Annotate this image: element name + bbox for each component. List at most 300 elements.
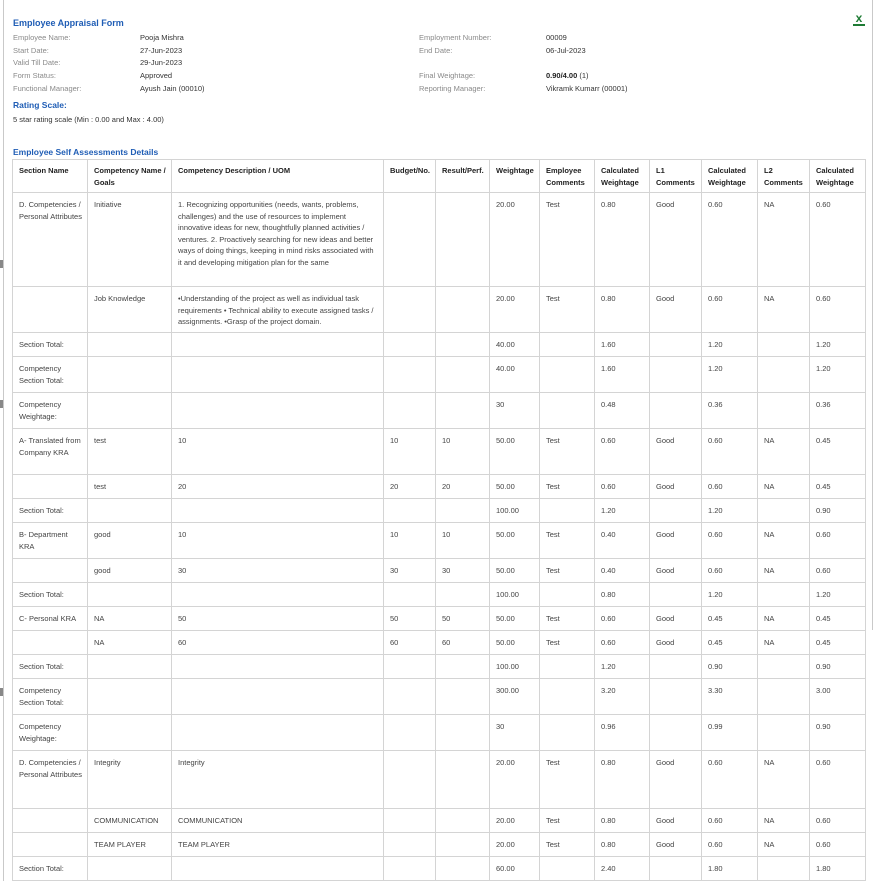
info-value: 27-Jun-2023 [140,45,183,55]
table-cell [384,751,436,809]
table-cell: 50.00 [490,429,540,475]
final-weightage-value: 0.90/4.00 [546,71,578,81]
table-cell [172,583,384,607]
table-cell: 50 [384,607,436,631]
table-cell [650,357,702,393]
table-cell: 30 [436,559,490,583]
table-cell [650,583,702,607]
table-cell: 1.20 [702,499,758,523]
table-cell: Test [540,631,595,655]
table-cell [384,857,436,881]
info-value: Pooja Mishra [140,33,184,42]
table-cell: 1.20 [595,655,650,679]
info-label: Start Date: [13,45,49,55]
info-value: Ayush Jain (00010) [140,83,205,93]
table-cell: 0.80 [595,583,650,607]
table-row [13,193,866,287]
table-cell: 1.60 [595,357,650,393]
info-row [13,45,853,58]
table-cell: NA [758,193,810,287]
table-cell: Test [540,559,595,583]
table-cell [436,833,490,857]
table-cell: 1.20 [702,583,758,607]
table-cell: 60.00 [490,857,540,881]
table-cell: Test [540,475,595,499]
table-cell: Good [650,809,702,833]
table-cell: 1.20 [595,499,650,523]
table-cell [650,715,702,751]
table-cell: test [88,429,172,475]
table-cell [540,679,595,715]
table-cell: 0.96 [595,715,650,751]
table-cell: 1.80 [702,857,758,881]
table-row [13,429,866,475]
table-cell: 20.00 [490,809,540,833]
table-cell: Section Total: [13,499,88,523]
info-label: End Date: [419,45,453,55]
table-cell [650,333,702,357]
table-cell [436,393,490,429]
table-cell [172,333,384,357]
table-cell: 0.90 [810,715,866,751]
table-cell: NA [758,833,810,857]
table-cell: 0.60 [810,287,866,333]
table-cell: Good [650,287,702,333]
table-cell: Test [540,809,595,833]
edge-marker [0,688,3,696]
table-cell: D. Competencies / Personal Attributes [13,751,88,809]
table-cell: test [88,475,172,499]
table-cell: NA [758,523,810,559]
table-cell: TEAM PLAYER [172,833,384,857]
table-cell: •Understanding of the project as well as individual task requirements • Technical ability to execute assigned tasks / assignments. •Grasp of the project domain. [172,287,384,333]
table-cell: 10 [384,429,436,475]
table-cell [384,679,436,715]
table-cell: 0.45 [810,607,866,631]
table-cell: 0.80 [595,193,650,287]
column-header: Result/Perf. [436,160,490,193]
table-cell [758,679,810,715]
table-cell: 40.00 [490,357,540,393]
table-cell [540,333,595,357]
table-cell: 0.40 [595,523,650,559]
table-cell [540,499,595,523]
table-cell [172,655,384,679]
table-cell [758,857,810,881]
table-cell [88,499,172,523]
table-cell: 50.00 [490,607,540,631]
table-cell: 10 [384,523,436,559]
table-cell: good [88,523,172,559]
table-cell: 20.00 [490,751,540,809]
table-cell [172,679,384,715]
table-cell [758,333,810,357]
info-label: Valid Till Date: [13,58,61,68]
table-cell: 0.60 [595,429,650,475]
table-cell [172,715,384,751]
table-cell: 0.60 [810,559,866,583]
table-cell: 0.45 [702,631,758,655]
table-cell [384,357,436,393]
table-row [13,857,866,881]
table-cell: NA [758,429,810,475]
table-cell: 30 [172,559,384,583]
table-cell [758,393,810,429]
table-row [13,333,866,357]
table-row [13,631,866,655]
table-cell: 0.80 [595,287,650,333]
table-cell: 0.60 [595,631,650,655]
table-cell: Test [540,193,595,287]
table-row [13,751,866,809]
table-cell: C- Personal KRA [13,607,88,631]
table-cell: 0.36 [702,393,758,429]
table-cell [384,333,436,357]
table-cell [650,393,702,429]
table-cell: Competency Weightage: [13,715,88,751]
form-title: Employee Appraisal Form [13,18,124,28]
table-cell: Good [650,475,702,499]
excel-icon[interactable]: x [853,12,865,26]
table-cell [436,193,490,287]
table-cell: D. Competencies / Personal Attributes [13,193,88,287]
table-cell: B- Department KRA [13,523,88,559]
table-cell: 1.20 [810,333,866,357]
table-cell: 60 [384,631,436,655]
info-label: Functional Manager: [13,83,82,93]
table-cell: Section Total: [13,857,88,881]
edge-marker [0,400,3,408]
column-header: Budget/No. [384,160,436,193]
table-cell [384,583,436,607]
table-cell: NA [88,607,172,631]
table-cell [540,357,595,393]
table-cell: 20 [384,475,436,499]
table-cell: NA [758,607,810,631]
window-right-border [872,0,873,630]
table-cell: TEAM PLAYER [88,833,172,857]
table-cell: COMMUNICATION [172,809,384,833]
table-cell: 1.60 [595,333,650,357]
table-cell: good [88,559,172,583]
table-row [13,679,866,715]
table-cell: 1. Recognizing opportunities (needs, wants, problems, challenges) and the use of resources to implement innovative ideas for new, thoughtfully planned activities / ventures. 2. Proactively searching for new ideas and better ways of doing things, keeping in mind risks associated with it and developing mitigation plan for the same [172,193,384,287]
table-cell [650,655,702,679]
table-cell: 50.00 [490,523,540,559]
table-cell [436,583,490,607]
table-cell: NA [758,475,810,499]
table-cell [384,655,436,679]
final-weightage-count: (1) [577,71,589,81]
table-cell: 50 [172,607,384,631]
table-cell: Test [540,607,595,631]
table-cell: Good [650,833,702,857]
table-cell: 0.90 [810,655,866,679]
table-row [13,833,866,857]
info-value: 00009 [546,33,567,42]
table-cell [384,833,436,857]
table-cell: 10 [172,523,384,559]
table-cell: 100.00 [490,583,540,607]
info-value: Vikramk Kumarr (00001) [546,83,628,93]
table-cell: 40.00 [490,333,540,357]
table-cell: Good [650,559,702,583]
table-cell: 30 [490,715,540,751]
table-cell [384,715,436,751]
table-cell [88,857,172,881]
table-cell: Test [540,833,595,857]
table-cell: 0.60 [702,193,758,287]
table-cell [172,499,384,523]
table-cell [88,333,172,357]
table-cell: Good [650,429,702,475]
table-cell: 0.80 [595,809,650,833]
column-header: Section Name [13,160,88,193]
table-cell: 0.45 [810,429,866,475]
table-row [13,715,866,751]
table-cell [172,357,384,393]
column-header: L1 Comments [650,160,702,193]
table-cell: Initiative [88,193,172,287]
window-left-border [3,0,4,881]
table-cell: 3.00 [810,679,866,715]
table-cell: 0.80 [595,833,650,857]
table-cell [540,715,595,751]
table-cell: 3.30 [702,679,758,715]
table-cell [88,679,172,715]
table-cell [88,583,172,607]
table-cell: 10 [436,523,490,559]
table-cell: Test [540,523,595,559]
table-cell: NA [758,631,810,655]
table-cell [13,475,88,499]
assessment-table [12,159,866,881]
column-header: Calculated Weightage [810,160,866,193]
info-row [13,70,853,83]
table-cell: 0.60 [702,523,758,559]
info-value: Approved [140,71,173,81]
table-cell: Integrity [88,751,172,809]
table-cell: 0.90 [810,499,866,523]
table-cell: 20.00 [490,287,540,333]
table-cell: 300.00 [490,679,540,715]
column-header: Employee Comments [540,160,595,193]
table-cell: 0.60 [702,475,758,499]
table-cell [436,655,490,679]
table-cell [436,287,490,333]
table-cell [436,679,490,715]
table-cell: 30 [490,393,540,429]
table-cell: Good [650,193,702,287]
table-cell: Competency Section Total: [13,679,88,715]
table-cell: 50.00 [490,631,540,655]
table-cell: 0.36 [810,393,866,429]
table-cell [758,715,810,751]
info-row [13,32,853,45]
table-cell: Section Total: [13,333,88,357]
table-cell: 0.60 [810,751,866,809]
table-cell: 0.60 [702,809,758,833]
table-cell [540,655,595,679]
table-row [13,287,866,333]
table-cell [88,655,172,679]
table-cell: 3.20 [595,679,650,715]
info-row [13,83,853,96]
table-cell [384,499,436,523]
table-cell: 20 [172,475,384,499]
table-cell: 100.00 [490,655,540,679]
table-cell: 60 [436,631,490,655]
table-cell [540,393,595,429]
table-cell: NA [758,559,810,583]
table-cell [758,499,810,523]
table-cell: 0.60 [702,559,758,583]
table-row [13,809,866,833]
table-cell: 0.90 [702,655,758,679]
table-cell: 0.40 [595,559,650,583]
table-cell: 0.45 [810,631,866,655]
table-row [13,583,866,607]
column-header: L2 Comments [758,160,810,193]
table-row [13,523,866,559]
edge-marker [0,260,3,268]
table-cell: 0.99 [702,715,758,751]
table-cell: Test [540,287,595,333]
table-cell: A- Translated from Company KRA [13,429,88,475]
table-cell: Competency Section Total: [13,357,88,393]
table-row [13,499,866,523]
info-label [419,57,546,70]
column-header: Competency Description / UOM [172,160,384,193]
table-cell [436,333,490,357]
table-cell [436,715,490,751]
table-cell: Section Total: [13,583,88,607]
table-cell: Competency Weightage: [13,393,88,429]
table-cell: 50.00 [490,559,540,583]
table-cell [436,857,490,881]
table-cell: Integrity [172,751,384,809]
table-cell: NA [758,751,810,809]
table-cell: Good [650,751,702,809]
table-cell: 0.60 [702,429,758,475]
table-cell: 2.40 [595,857,650,881]
table-cell: 0.60 [810,833,866,857]
table-cell: 50 [436,607,490,631]
table-row [13,655,866,679]
table-cell [758,583,810,607]
table-cell [384,287,436,333]
table-cell [436,751,490,809]
employee-info [13,32,853,95]
table-cell: NA [758,287,810,333]
table-cell: 0.60 [810,809,866,833]
table-cell: 30 [384,559,436,583]
table-cell: 100.00 [490,499,540,523]
table-cell: 0.60 [810,193,866,287]
table-cell [540,583,595,607]
info-label: Employment Number: [419,33,492,42]
table-row [13,393,866,429]
info-row [13,57,853,70]
table-cell: Good [650,523,702,559]
table-cell [758,357,810,393]
table-cell [384,393,436,429]
table-cell [172,393,384,429]
table-cell [384,809,436,833]
table-cell [13,631,88,655]
rating-scale-text: 5 star rating scale (Min : 0.00 and Max : 4.00) [13,115,164,124]
info-label: Employee Name: [13,33,71,42]
table-cell: 10 [172,429,384,475]
table-cell: 0.60 [595,607,650,631]
info-value: 06-Jul-2023 [546,45,586,55]
table-cell: 50.00 [490,475,540,499]
table-cell: 0.60 [702,833,758,857]
table-cell [436,499,490,523]
table-cell [13,559,88,583]
table-cell: 1.80 [810,857,866,881]
table-cell: NA [88,631,172,655]
table-cell: Test [540,429,595,475]
table-cell: COMMUNICATION [88,809,172,833]
table-cell: 0.60 [810,523,866,559]
assessment-heading: Employee Self Assessments Details [13,147,159,157]
table-cell: 20.00 [490,193,540,287]
table-cell [88,357,172,393]
table-cell: 20 [436,475,490,499]
table-cell: 1.20 [702,333,758,357]
table-cell: 60 [172,631,384,655]
table-cell: 0.45 [810,475,866,499]
table-cell: Good [650,607,702,631]
table-row [13,475,866,499]
table-cell [384,193,436,287]
table-cell: 10 [436,429,490,475]
table-cell [13,809,88,833]
table-header-row [13,160,866,193]
table-cell [172,857,384,881]
info-label: Form Status: [13,71,56,81]
table-cell: 0.80 [595,751,650,809]
table-row [13,559,866,583]
table-cell [650,499,702,523]
table-cell: 1.20 [810,583,866,607]
table-row [13,607,866,631]
table-cell: NA [758,809,810,833]
table-cell: 0.60 [702,287,758,333]
table-cell [88,393,172,429]
column-header: Competency Name / Goals [88,160,172,193]
table-cell: Section Total: [13,655,88,679]
table-cell [88,715,172,751]
table-cell [13,833,88,857]
table-cell: Good [650,631,702,655]
info-value: 29-Jun-2023 [140,58,183,68]
table-cell: Test [540,751,595,809]
table-cell: 1.20 [810,357,866,393]
info-label: Final Weightage: [419,71,476,81]
info-label: Reporting Manager: [419,83,486,93]
column-header: Calculated Weightage [702,160,758,193]
table-cell: 0.45 [702,607,758,631]
info-value [546,70,589,83]
column-header: Weightage [490,160,540,193]
table-cell: 0.48 [595,393,650,429]
table-cell [758,655,810,679]
table-cell [650,679,702,715]
table-cell: 0.60 [702,751,758,809]
column-header: Calculated Weightage [595,160,650,193]
